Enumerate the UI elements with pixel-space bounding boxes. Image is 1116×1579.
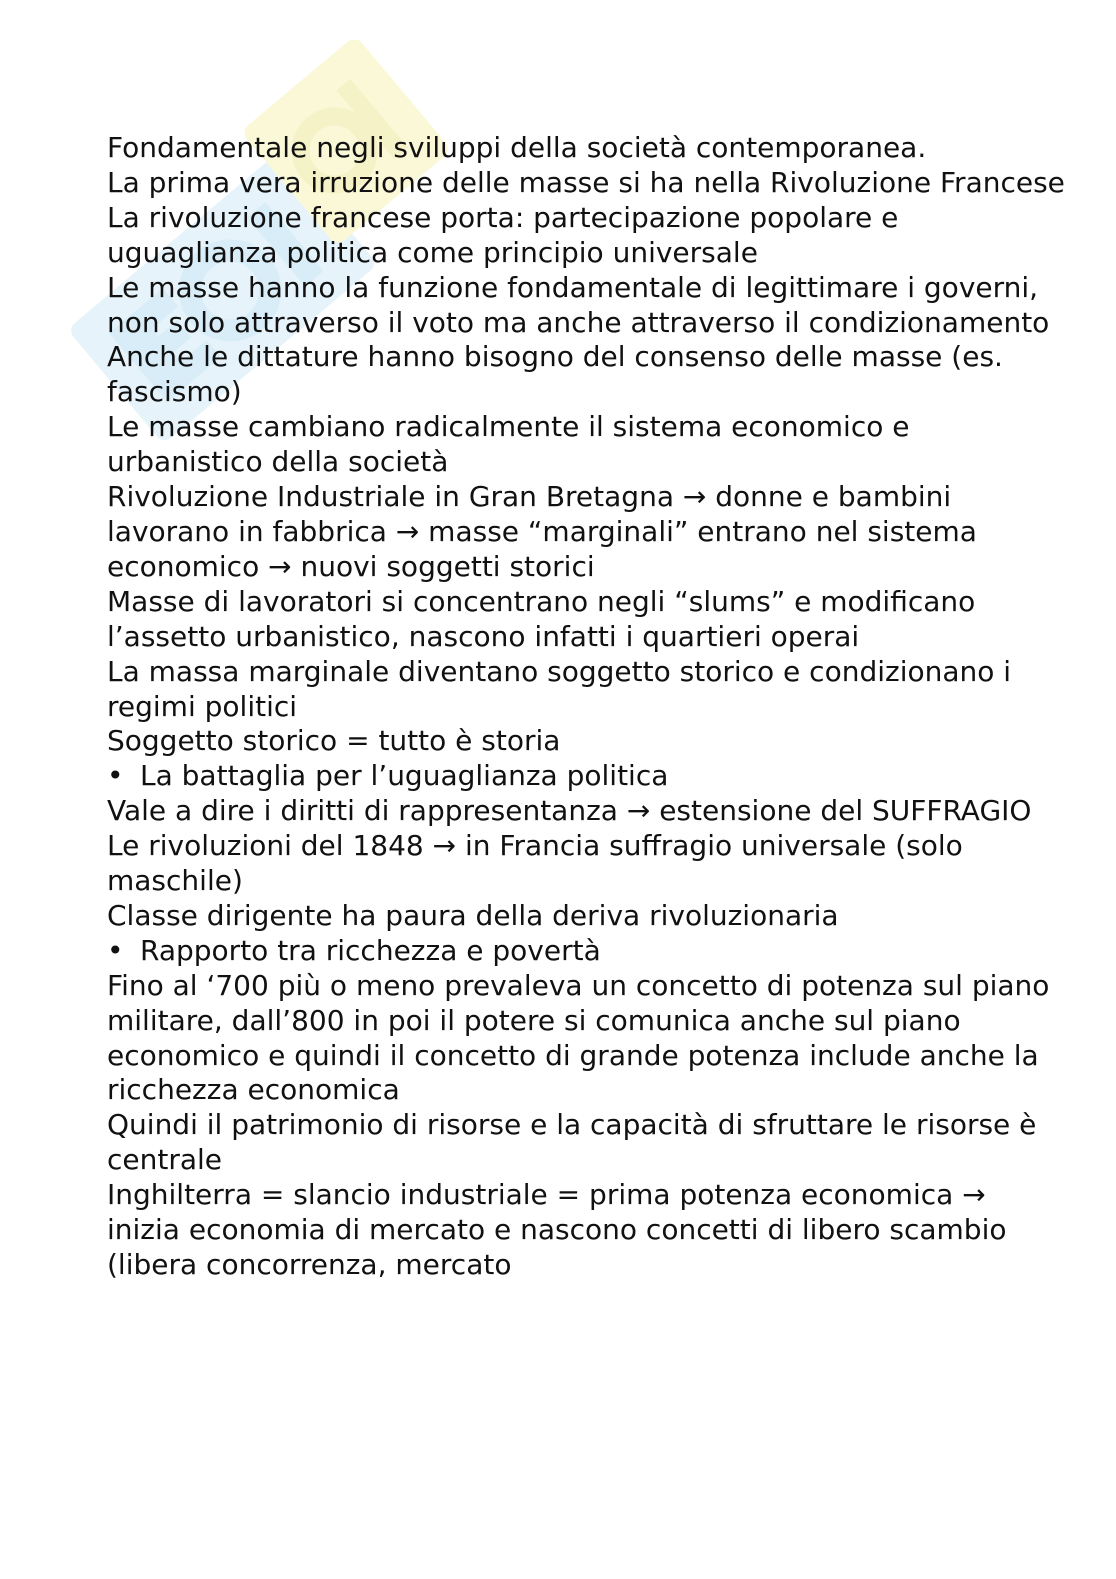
paragraph: Soggetto storico = tutto è storia (107, 724, 561, 758)
paragraph: La rivoluzione francese porta: partecipazione popolare e uguaglianza politica come principio universale (107, 200, 899, 269)
paragraph: Vale a dire i diritti di rappresentanza → estensione del SUFFRAGIO (107, 794, 1032, 828)
document-body (107, 131, 1067, 1283)
bullet-dot-icon: • (107, 759, 124, 793)
paragraph: Le rivoluzioni del 1848 → in Francia suffragio universale (solo maschile) (107, 829, 963, 898)
bullet-text: La battaglia per l’uguaglianza politica (140, 759, 669, 793)
paragraph: Quindi il patrimonio di risorse e la capacità di sfruttare le risorse è centrale (107, 1108, 1037, 1177)
paragraph: Inghilterra = slancio industriale = prima potenza economica → inizia economia di mercato e nascono concetti di libero scambio (libera concorrenza, mercato (107, 1178, 1007, 1281)
paragraph: Rivoluzione Industriale in Gran Bretagna → donne e bambini lavorano in fabbrica → masse “marginali” entrano nel sistema economico → nuovi soggetti storici (107, 480, 977, 583)
bullet-dot-icon: • (107, 933, 124, 967)
paragraph: La massa marginale diventano soggetto storico e condizionano i regimi politici (107, 654, 1012, 723)
paragraph: Masse di lavoratori si concentrano negli “slums” e modificano l’assetto urbanistico, nascono infatti i quartieri operai (107, 584, 976, 653)
paragraph: Le masse cambiano radicalmente il sistema economico e urbanistico della società (107, 410, 910, 479)
bullet-item (107, 934, 1067, 969)
paragraph: Classe dirigente ha paura della deriva rivoluzionaria (107, 898, 839, 932)
paragraph: Fino al ‘700 più o meno prevaleva un concetto di potenza sul piano militare, dall’800 in poi il potere si comunica anche sul piano economico e quindi il concetto di grande potenza include anche la ricchezza economica (107, 968, 1050, 1107)
paragraph: Anche le dittature hanno bisogno del consenso delle masse (es. fascismo) (107, 340, 1003, 409)
paragraph: La prima vera irruzione delle masse si ha nella Rivoluzione Francese (107, 165, 1065, 199)
bullet-item (107, 759, 1067, 794)
paragraph: Fondamentale negli sviluppi della società contemporanea. (107, 131, 927, 164)
paragraph: Le masse hanno la funzione fondamentale di legittimare i governi, non solo attraverso il voto ma anche attraverso il condizionamento (107, 270, 1050, 339)
bullet-text: Rapporto tra ricchezza e povertà (140, 933, 601, 967)
